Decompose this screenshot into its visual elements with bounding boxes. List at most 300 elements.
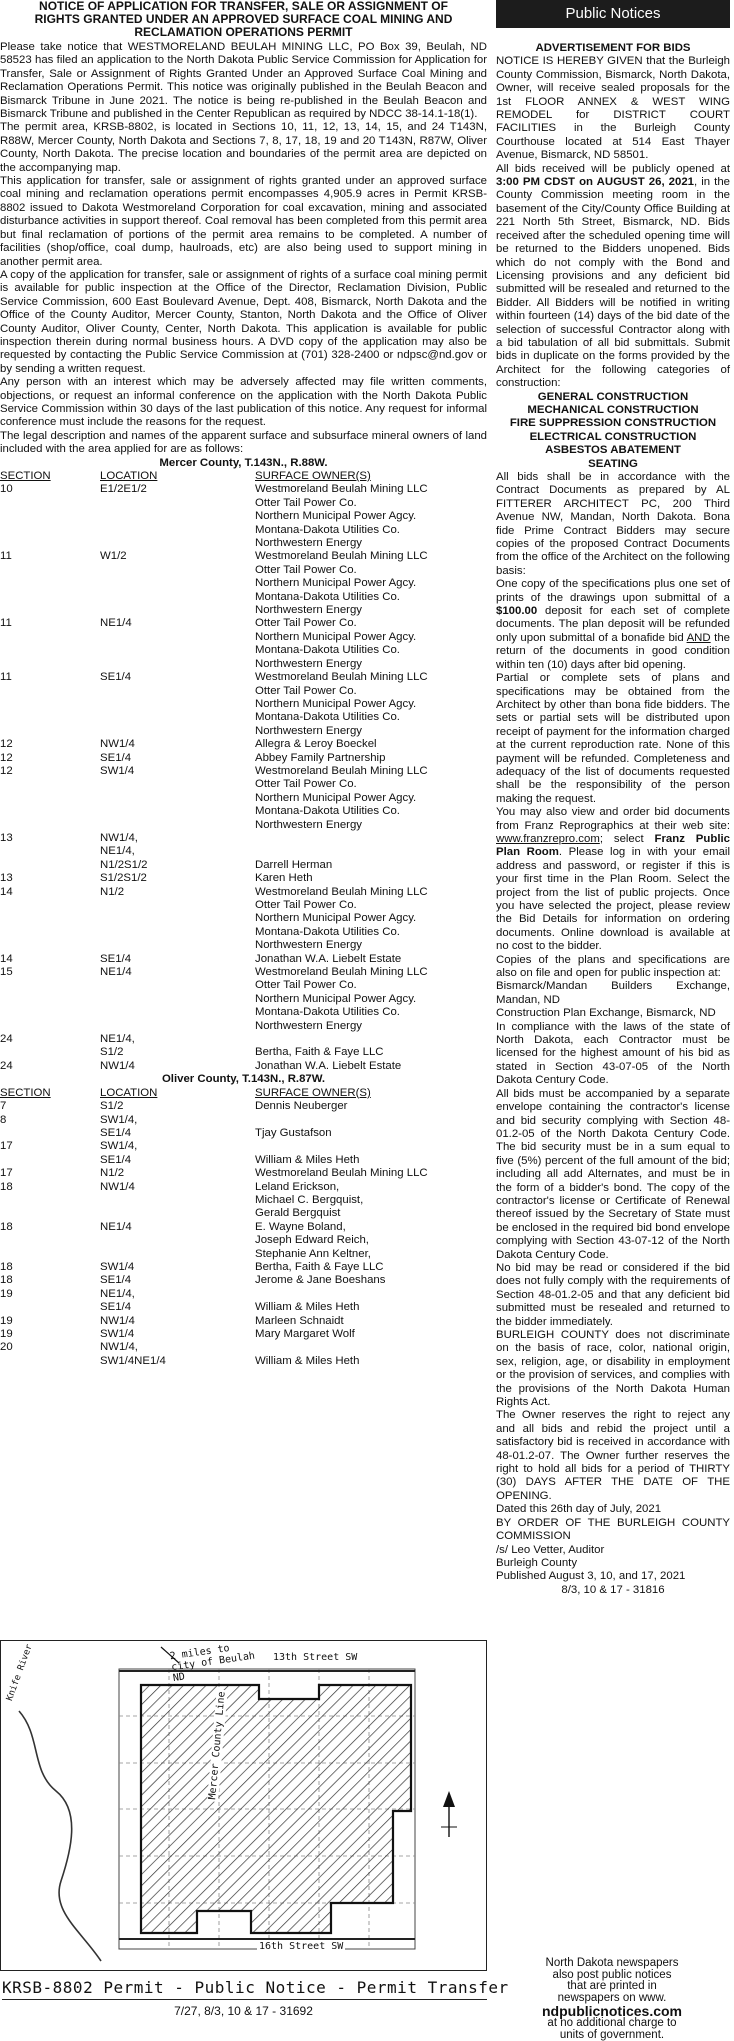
section-cell: 8	[0, 1113, 7, 1126]
section-cell	[0, 497, 100, 510]
county-line: Burleigh County	[496, 1556, 578, 1569]
table-row	[0, 778, 487, 791]
section-cell	[0, 778, 100, 791]
owner-cell: Northwestern Energy	[255, 537, 362, 550]
section-cell	[0, 1355, 100, 1368]
owner-cell: Bertha, Faith & Faye LLC	[255, 1046, 384, 1059]
paragraph: The legal description and names of the apparent surface and subsurface mineral owners of land included with the area applied for are as follows:	[0, 429, 487, 456]
owner-cell: Westmoreland Beulah Mining LLC	[255, 764, 428, 777]
location-cell: SW1/4,	[100, 1113, 138, 1126]
section-cell: 11	[0, 617, 12, 630]
location-cell	[100, 912, 255, 925]
ndpublicnotices-link[interactable]: ndpublicnotices.com	[541, 2003, 682, 2019]
table-row	[0, 819, 487, 832]
section-cell: 24	[0, 1059, 13, 1072]
owner-cell	[255, 1288, 487, 1301]
location-cell: SE1/4	[100, 1301, 132, 1314]
location-cell	[100, 685, 255, 698]
paragraph: A copy of the application for transfer, sale or assignment of rights of a surface coal mining permit is available for public inspection at the Office of the Director, Reclamation Division, Public Service Commission, 600 East Boulevard Avenue, Dept. 408, Bismarck, North Dakota and the Office of the County Auditor, Mercer County, Stanton, North Dakota and the Office of Oliver County Auditor, Oliver County, Center, North Dakota. This application is available for public inspection therein during normal business hours. A DVD copy of the application may also be requested by contacting the Public Service Commission at (701) 328-2400 or ndpsc@nd.gov or by sending a written request.	[0, 268, 487, 375]
paragraph: One copy of the specifications plus one set of prints of the drawings upon submittal of a $100.00 deposit for each set of complete documents. The plan deposit will be refunded only upon submittal of a bonafide bid AND the return of the documents in good condition within ten (10) days after bid opening.	[496, 578, 730, 671]
location-cell	[100, 537, 255, 550]
location-cell: SW1/4	[100, 764, 135, 777]
location-cell	[100, 631, 255, 644]
paragraph: You may also view and order bid documents from Franz Reprographics at their web site: www.franzrepro.com; select Franz Public Plan Room. Please log in with your email address and password, or register if this is your first time in the Plan Room. Select the project from the list of public projects. Once you have selected the project, please review the Bid Details for information on ordering documents. Online download is available at no cost to the bidder.	[496, 806, 730, 953]
table-row	[0, 805, 487, 818]
published-line: Published August 3, 10, and 17, 2021	[496, 1570, 686, 1583]
table-row	[0, 604, 487, 617]
section-cell: 11	[0, 550, 12, 563]
permit-area-map	[0, 1640, 487, 1971]
advertisement-title: ADVERTISEMENT FOR BIDS	[535, 42, 691, 54]
table-row	[0, 685, 487, 698]
location-cell: NE1/4	[100, 966, 132, 979]
owner-cell: Michael C. Bergquist,	[255, 1193, 364, 1206]
signature-line: /s/ Leo Vetter, Auditor	[496, 1543, 605, 1556]
section-cell: 18	[0, 1220, 13, 1233]
oliver-owner-table	[0, 1087, 487, 1369]
table-row	[0, 899, 487, 912]
table-row	[0, 1114, 487, 1127]
section-cell: 11	[0, 671, 12, 684]
notice-title: NOTICE OF APPLICATION FOR TRANSFER, SALE OR ASSIGNMENT OF RIGHTS GRANTED UNDER AN APPROVED SURFACE COAL MINING AND RECLAMATION OPERATIONS PERMIT	[34, 0, 453, 39]
paragraph: All bids received will be publicly opened at 3:00 PM CDST on AUGUST 26, 2021, in the County Commission meeting room in the basement of the City/County Office Building at 221 North 5th Street, Bismarck, ND. Bids received after the scheduled opening time will be returned to the Bidders unopened. Bids which do not comply with the Bond and Licensing provisions and any deficient bid submitted will be resealed and returned to the Bidder. All Bidders will be notified in writing within fourteen (14) days of the bid date of the selection of successful Contractor along with a bid tabulation of all bid submittals. Submit bids in duplicate on the forms provided by the Architect for the following categories of construction:	[496, 162, 730, 390]
river-line	[19, 1711, 101, 1961]
map-note: 2 miles to city of Beulah ND	[169, 1643, 256, 1685]
table-row	[0, 752, 487, 765]
section-cell: 12	[0, 764, 13, 777]
section-cell	[0, 658, 100, 671]
section-cell	[0, 993, 100, 1006]
table-row	[0, 1355, 487, 1368]
section-cell	[0, 805, 100, 818]
location-cell: NW1/4	[100, 1180, 135, 1193]
table-row	[0, 711, 487, 724]
section-cell	[0, 1020, 100, 1033]
location-cell: W1/2	[100, 550, 127, 563]
location-cell: NE1/4,	[100, 845, 135, 858]
section-cell	[0, 1006, 100, 1019]
location-cell: NE1/4	[100, 617, 132, 630]
nd-public-notices-promo: North Dakota newspapers also post public notices that are printed in newspapers on www. ndpublicnotices.com at no additional charge to units of government.	[505, 1958, 719, 2041]
paragraph: BURLEIGH COUNTY does not discriminate on the basis of race, color, national origin, sex, religion, age, or disability in employment or the provision of services, and complies with the provisions of the North Dakota Human Rights Act.	[496, 1329, 730, 1409]
owner-cell: E. Wayne Boland,	[255, 1220, 346, 1233]
section-cell	[0, 792, 100, 805]
location-cell: S1/2	[100, 1046, 124, 1059]
location-cell: NE1/4,	[100, 1033, 135, 1046]
map-river-label: Knife River	[5, 1642, 35, 1703]
table-row	[0, 1261, 487, 1274]
publication-dates: 7/27, 8/3, 10 & 17 - 31692	[174, 2004, 313, 2018]
owner-cell: William & Miles Heth	[255, 1153, 360, 1166]
section-cell: 18	[0, 1274, 13, 1287]
owner-cell: Northern Municipal Power Agcy.	[255, 992, 417, 1005]
section-cell: 18	[0, 1260, 13, 1273]
table-row	[0, 939, 487, 952]
section-cell	[0, 604, 100, 617]
map-road-bottom-label: 16th Street SW	[259, 1941, 344, 1952]
section-cell: 14	[0, 885, 13, 898]
section-cell: 10	[0, 483, 13, 496]
table-row	[0, 1006, 487, 1019]
table-row	[0, 591, 487, 604]
section-cell: 17	[0, 1167, 13, 1180]
permit-transfer-notice	[0, 0, 487, 1368]
table-row	[0, 497, 487, 510]
owner-cell: Joseph Edward Reich,	[255, 1234, 369, 1247]
location-cell: NW1/4,	[100, 831, 138, 844]
location-cell	[100, 510, 255, 523]
owner-cell: Montana-Dakota Utilities Co.	[255, 644, 400, 657]
section-cell	[0, 1046, 100, 1059]
paragraph: In compliance with the laws of the state of North Dakota, each Contractor must be licensed for the highest amount of his bid as stated in Section 43-07-05 of the North Dakota Century Code.	[496, 1020, 730, 1087]
owner-cell: Montana-Dakota Utilities Co.	[255, 711, 400, 724]
owner-cell: Northern Municipal Power Agcy.	[255, 912, 417, 925]
location-cell: NE1/4	[100, 1220, 132, 1233]
section-cell: 14	[0, 952, 13, 965]
mercer-owner-table	[0, 470, 487, 1073]
owner-cell	[255, 1140, 487, 1153]
owner-cell: Northwestern Energy	[255, 818, 362, 831]
table-row	[0, 1274, 487, 1287]
owner-cell: Montana-Dakota Utilities Co.	[255, 925, 400, 938]
franz-repro-link[interactable]: www.franzrepro.com	[496, 832, 600, 845]
table-row	[0, 483, 487, 496]
section-cell	[0, 926, 100, 939]
section-cell: 19	[0, 1287, 13, 1300]
owner-cell: Westmoreland Beulah Mining LLC	[255, 671, 428, 684]
section-cell	[0, 564, 100, 577]
owner-cell: Leland Erickson,	[255, 1180, 340, 1193]
owner-cell: Westmoreland Beulah Mining LLC	[255, 550, 428, 563]
section-cell	[0, 912, 100, 925]
location-cell: N1/2	[100, 885, 125, 898]
location-cell	[100, 658, 255, 671]
bids-advertisement	[496, 0, 730, 1597]
location-cell	[100, 926, 255, 939]
section-cell	[0, 859, 100, 872]
table-row	[0, 953, 487, 966]
owner-cell: Bertha, Faith & Faye LLC	[255, 1260, 384, 1273]
location-cell	[100, 644, 255, 657]
permit-boundary	[141, 1685, 411, 1933]
table-row	[0, 926, 487, 939]
owner-cell: Montana-Dakota Utilities Co.	[255, 523, 400, 536]
location-cell	[100, 577, 255, 590]
owner-cell	[255, 1033, 487, 1046]
table-row	[0, 979, 487, 992]
table-header: SECTION LOCATION SURFACE OWNER(S)	[0, 1086, 371, 1099]
paragraph: No bid may be read or considered if the bid does not fully comply with the requirements of Section 48-01.2-05 and that any deficient bid submitted must be resealed and returned to the bidder immediately.	[496, 1261, 730, 1328]
north-arrow-icon	[441, 1791, 457, 1837]
location-cell: SE1/4	[100, 751, 132, 764]
section-cell: 13	[0, 872, 13, 885]
location-cell: NW1/4	[100, 1059, 135, 1072]
table-row	[0, 671, 487, 684]
location-cell: SW1/4,	[100, 1140, 138, 1153]
owner-cell: Abbey Family Partnership	[255, 751, 386, 764]
owner-cell: Montana-Dakota Utilities Co.	[255, 1006, 400, 1019]
table-row	[0, 550, 487, 563]
location-cell: S1/2	[100, 1100, 124, 1113]
owner-cell: Jerome & Jane Boeshans	[255, 1274, 386, 1287]
section-cell	[0, 631, 100, 644]
section-cell: 17	[0, 1140, 13, 1153]
section-cell: 20	[0, 1341, 13, 1354]
location-cell	[100, 899, 255, 912]
section-cell	[0, 711, 100, 724]
table-header: SECTION LOCATION SURFACE OWNER(S)	[0, 470, 371, 482]
owner-cell: Marleen Schnaidt	[255, 1314, 344, 1327]
owner-cell: Jonathan W.A. Liebelt Estate	[255, 952, 402, 965]
section-cell	[0, 1207, 100, 1220]
section-cell	[0, 591, 100, 604]
location-cell	[100, 778, 255, 791]
owner-cell: Otter Tail Power Co.	[255, 684, 357, 697]
table-row	[0, 698, 487, 711]
table-row	[0, 1033, 487, 1046]
public-notices-banner: Public Notices	[496, 0, 730, 28]
section-cell	[0, 899, 100, 912]
table-row	[0, 993, 487, 1006]
table-row	[0, 1301, 487, 1314]
section-cell	[0, 510, 100, 523]
owner-cell: Jonathan W.A. Liebelt Estate	[255, 1059, 402, 1072]
dated-line: Dated this 26th day of July, 2021	[496, 1503, 662, 1516]
paragraph: The permit area, KRSB-8802, is located in Sections 10, 11, 12, 13, 14, 15, and 24 T143N, R88W, Mercer County, North Dakota and Sections 7, 8, 17, 18, 19 and 20 T143N, R87W, Oliver County, North Dakota. The precise location and boundaries of the permit area are depicted on the accompanying map.	[0, 121, 487, 174]
owner-cell: Darrell Herman	[255, 858, 333, 871]
map-caption: KRSB-8802 Permit - Public Notice - Permit Transfer	[2, 1978, 487, 2000]
owner-cell: Northwestern Energy	[255, 1019, 362, 1032]
table-row	[0, 1194, 487, 1207]
table-row	[0, 966, 487, 979]
section-cell: 18	[0, 1180, 13, 1193]
section-cell: 15	[0, 966, 13, 979]
owner-cell: Northern Municipal Power Agcy.	[255, 791, 417, 804]
owner-cell: Dennis Neuberger	[255, 1100, 348, 1113]
owner-cell	[255, 1341, 487, 1354]
section-cell: 13	[0, 831, 13, 844]
table-row	[0, 1046, 487, 1059]
location-cell	[100, 939, 255, 952]
section-cell: 24	[0, 1033, 13, 1046]
table-row	[0, 1234, 487, 1247]
owner-cell	[255, 832, 487, 845]
paragraph: Construction Plan Exchange, Bismarck, ND	[496, 1007, 716, 1020]
section-cell	[0, 1194, 100, 1207]
owner-cell: Otter Tail Power Co.	[255, 617, 357, 630]
table-row	[0, 1154, 487, 1167]
location-cell: SE1/4	[100, 1153, 132, 1166]
location-cell	[100, 819, 255, 832]
owner-cell: Northwestern Energy	[255, 724, 362, 737]
section-cell: 19	[0, 1328, 13, 1340]
owner-cell: Northern Municipal Power Agcy.	[255, 697, 417, 710]
section-cell	[0, 685, 100, 698]
map-road-top-label: 13th Street SW	[273, 1652, 358, 1663]
section-cell	[0, 524, 100, 537]
location-cell	[100, 993, 255, 1006]
section-cell	[0, 1301, 100, 1314]
location-cell	[100, 524, 255, 537]
table-row	[0, 1207, 487, 1220]
table-row	[0, 859, 487, 872]
section-cell: 12	[0, 738, 13, 751]
table-row	[0, 631, 487, 644]
location-cell	[100, 604, 255, 617]
location-cell	[100, 1248, 255, 1261]
owner-cell: Otter Tail Power Co.	[255, 563, 357, 576]
section-cell	[0, 1234, 100, 1247]
paragraph: Any person with an interest which may be adversely affected may file written comments, objections, or request an informal conference on the application with the North Dakota Public Service Commission within 30 days of the last publication of this notice. Any request for informal conference must include the reasons for the request.	[0, 376, 487, 429]
owner-cell: Westmoreland Beulah Mining LLC	[255, 966, 428, 979]
table-row	[0, 577, 487, 590]
map-drawing	[1, 1641, 487, 1971]
location-cell	[100, 711, 255, 724]
paragraph: This application for transfer, sale or assignment of rights granted under an approved surface coal mining and reclamation operations permit encompasses 4,905.9 acres in Permit KRSB-8802 issued to Dakota Westmoreland Corporation for coal excavation, mining and associated disturbance activities in support thereof. Coal removal has been completed from this permit area but final reclamation of portions of the permit area remains to be completed. A number of facilities (shop/office, coal dump, haulroads, etc) are also being used to support mining in another permit area.	[0, 175, 487, 268]
owner-cell: Otter Tail Power Co.	[255, 778, 357, 791]
table-row	[0, 792, 487, 805]
oliver-county-heading: Oliver County, T.143N., R.87W.	[161, 1073, 326, 1086]
paragraph: NOTICE IS HEREBY GIVEN that the Burleigh County Commission, Bismarck, North Dakota, Owner, will receive sealed proposals for the 1st FLOOR ANNEX & WEST WING REMODEL for DISTRICT COURT FACILITIES in the Burleigh County Courthouse located at 514 East Thayer Avenue, Bismarck, ND 58501.	[496, 55, 730, 162]
table-row	[0, 1315, 487, 1328]
location-cell: NE1/4,	[100, 1287, 135, 1300]
paragraph: All bids must be accompanied by a separate envelope containing the contractor's license and bid security complying with Section 48-01.2-05 of the North Dakota Century Code. The bid security must be in a sum equal to five (5%) percent of the full amount of the bid; including all add Alternates, and must be in the form of a bidder's bond. The copy of the contractor's license or Certificate of Renewal thereof issued by the Secretary of State must be enclosed in the required bid bond envelope complying with Section 43-07-12 of the North Dakota Century Code.	[496, 1087, 730, 1261]
table-row	[0, 524, 487, 537]
table-row	[0, 1167, 487, 1180]
section-cell	[0, 644, 100, 657]
table-row	[0, 658, 487, 671]
table-row	[0, 886, 487, 899]
owner-cell: Northern Municipal Power Agcy.	[255, 577, 417, 590]
table-row	[0, 765, 487, 778]
section-cell	[0, 1248, 100, 1261]
location-cell: SE1/4	[100, 671, 132, 684]
location-cell	[100, 1020, 255, 1033]
location-cell: N1/2	[100, 1167, 125, 1180]
section-cell	[0, 698, 100, 711]
location-cell: S1/2S1/2	[100, 872, 147, 885]
table-row	[0, 1100, 487, 1113]
owner-cell: Otter Tail Power Co.	[255, 899, 357, 911]
owner-cell: Otter Tail Power Co.	[255, 979, 357, 992]
section-cell	[0, 819, 100, 832]
location-cell: N1/2S1/2	[100, 858, 148, 871]
owner-cell: Montana-Dakota Utilities Co.	[255, 805, 400, 818]
owner-cell: Northwestern Energy	[255, 657, 362, 670]
owner-cell: William & Miles Heth	[255, 1301, 360, 1314]
location-cell: E1/2E1/2	[100, 483, 147, 496]
table-row	[0, 644, 487, 657]
location-cell	[100, 725, 255, 738]
location-cell	[100, 497, 255, 510]
table-row	[0, 872, 487, 885]
section-cell	[0, 979, 100, 992]
location-cell: NW1/4	[100, 738, 135, 751]
order-line: BY ORDER OF THE BURLEIGH COUNTY COMMISSION	[496, 1516, 730, 1543]
location-cell	[100, 1207, 255, 1220]
table-row	[0, 617, 487, 630]
table-row	[0, 738, 487, 751]
map-county-line-label: Mercer County Line	[207, 1691, 228, 1800]
owner-cell: Tjay Gustafson	[255, 1126, 332, 1139]
location-cell	[100, 564, 255, 577]
mercer-county-heading: Mercer County, T.143N., R.88W.	[159, 456, 328, 469]
location-cell	[100, 1194, 255, 1207]
owner-cell: Westmoreland Beulah Mining LLC	[255, 483, 428, 496]
table-row	[0, 725, 487, 738]
table-row	[0, 1020, 487, 1033]
owner-cell: Stephanie Ann Keltner,	[255, 1247, 371, 1260]
location-cell	[100, 805, 255, 818]
construction-categories: GENERAL CONSTRUCTION MECHANICAL CONSTRUCTION FIRE SUPPRESSION CONSTRUCTION ELECTRICAL CONSTRUCTION ASBESTOS ABATEMENT SEATING	[509, 390, 717, 470]
table-row	[0, 1060, 487, 1073]
owner-cell: Westmoreland Beulah Mining LLC	[255, 1167, 428, 1180]
table-row	[0, 1288, 487, 1301]
section-cell: 12	[0, 751, 13, 764]
owner-cell: Westmoreland Beulah Mining LLC	[255, 885, 428, 898]
table-row	[0, 832, 487, 845]
location-cell	[100, 792, 255, 805]
table-row	[0, 537, 487, 550]
table-row	[0, 1140, 487, 1153]
table-row	[0, 1127, 487, 1140]
owner-cell: William & Miles Heth	[255, 1354, 360, 1367]
section-cell: 19	[0, 1314, 13, 1327]
location-cell: SW1/4	[100, 1328, 135, 1340]
location-cell	[100, 1234, 255, 1247]
owner-cell: Otter Tail Power Co.	[255, 496, 357, 509]
owner-cell: Northwestern Energy	[255, 939, 362, 952]
location-cell	[100, 979, 255, 992]
table-row	[0, 1221, 487, 1234]
paragraph: Bismarck/Mandan Builders Exchange, Mandan, ND	[496, 980, 730, 1006]
section-cell	[0, 1127, 100, 1140]
table-row	[0, 845, 487, 858]
location-cell: SE1/4	[100, 952, 132, 965]
table-row	[0, 912, 487, 925]
owner-cell: Northern Municipal Power Agcy.	[255, 630, 417, 643]
section-cell	[0, 939, 100, 952]
table-row	[0, 564, 487, 577]
owner-cell	[255, 1114, 487, 1127]
section-cell	[0, 537, 100, 550]
owner-cell: Allegra & Leroy Boeckel	[255, 738, 377, 751]
location-cell: SE1/4	[100, 1274, 132, 1287]
table-row	[0, 1328, 487, 1341]
paragraph: Copies of the plans and specifications are also on file and open for public inspection at:	[496, 953, 730, 980]
owner-cell	[255, 845, 487, 858]
location-cell	[100, 698, 255, 711]
location-cell	[100, 1006, 255, 1019]
owner-cell: Northwestern Energy	[255, 604, 362, 617]
section-cell	[0, 577, 100, 590]
paragraph: Partial or complete sets of plans and specifications may be obtained from the Architect by other than bona fide bidders. The sets or partial sets will be distributed upon receipt of payment for the information charged at the current reproduction rate. None of this payment will be refunded. Completeness and adequacy of the list of documents requested shall be the responsibility of the person making the request.	[496, 672, 730, 805]
table-row	[0, 510, 487, 523]
owner-cell: Montana-Dakota Utilities Co.	[255, 590, 400, 603]
owner-cell: Gerald Bergquist	[255, 1207, 341, 1220]
section-cell: 7	[0, 1100, 7, 1113]
table-row	[0, 1248, 487, 1261]
location-cell: NW1/4,	[100, 1341, 138, 1354]
table-row	[0, 1341, 487, 1354]
location-cell: SW1/4	[100, 1260, 135, 1273]
location-cell	[100, 591, 255, 604]
owner-cell: Northern Municipal Power Agcy.	[255, 510, 417, 523]
section-cell	[0, 1154, 100, 1167]
publication-code: 8/3, 10 & 17 - 31816	[561, 1583, 665, 1596]
location-cell: SE1/4	[100, 1126, 132, 1139]
owner-cell: Mary Margaret Wolf	[255, 1328, 355, 1340]
